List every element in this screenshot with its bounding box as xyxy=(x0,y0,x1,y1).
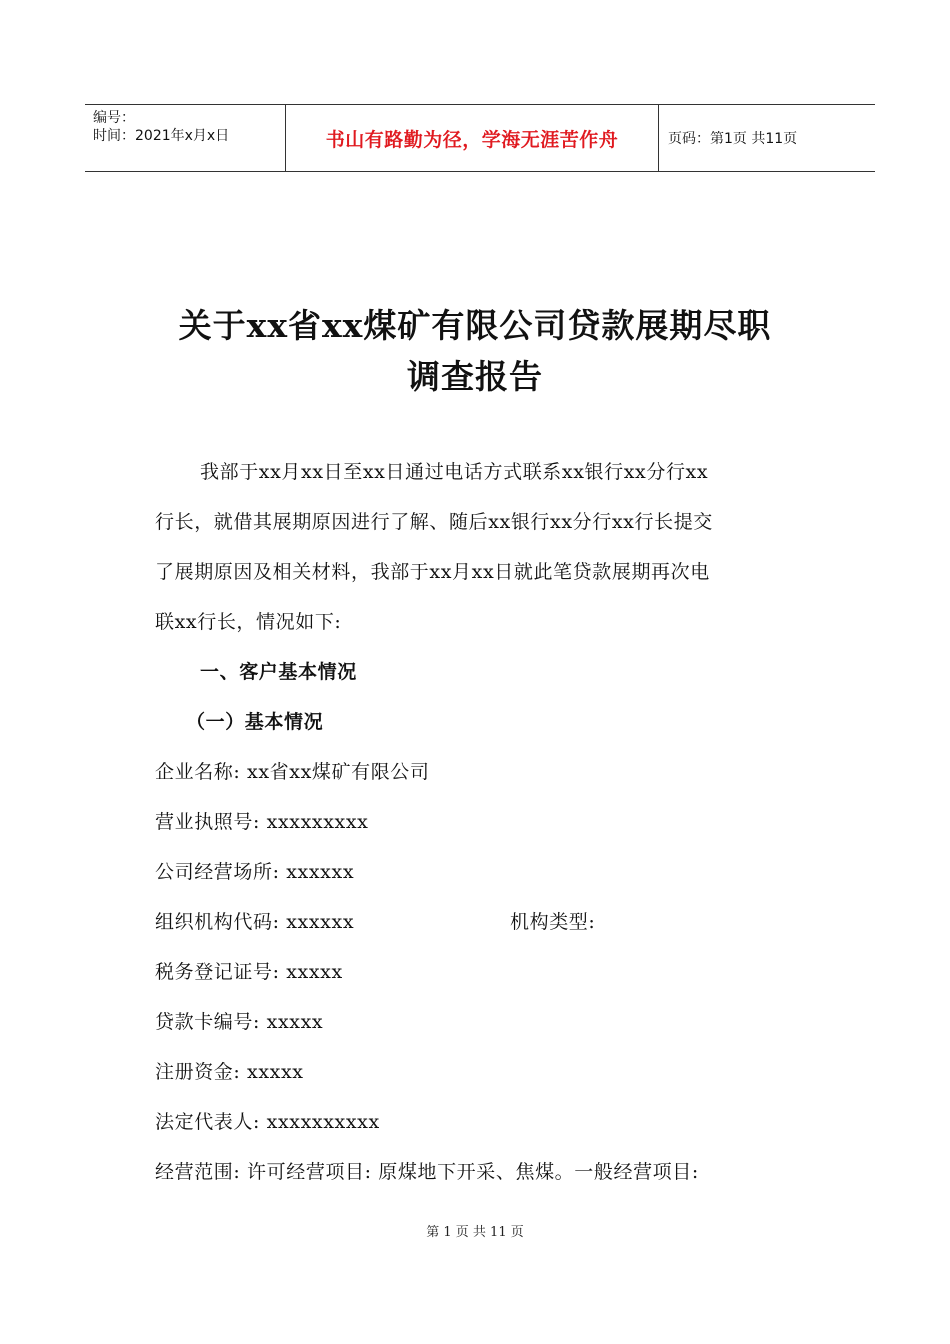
header-meta-cell xyxy=(85,105,286,171)
field-org-type: 机构类型: xyxy=(510,911,596,933)
section-heading: 一、客户基本情况 xyxy=(200,661,357,683)
subsection-heading: （一）基本情况 xyxy=(186,711,324,733)
intro-line-2: 行长，就借其展期原因进行了解、随后xx银行xx分行xx行长提交 xyxy=(155,511,713,533)
field-business-premises: 公司经营场所: xxxxxx xyxy=(155,861,355,883)
intro-line-3: 了展期原因及相关材料，我部于xx月xx日就此笔贷款展期再次电 xyxy=(155,561,710,583)
document-title-line1: 关于xx省xx煤矿有限公司贷款展期尽职 xyxy=(178,306,772,345)
page-footer: 第 1 页 共 11 页 xyxy=(426,1225,524,1240)
header-page-cell xyxy=(659,105,875,171)
field-legal-representative: 法定代表人: xxxxxxxxxx xyxy=(155,1111,380,1133)
time-label: 时间：2021年x月x日 xyxy=(93,128,230,144)
field-loan-card: 贷款卡编号: xxxxx xyxy=(155,1011,324,1033)
intro-line-1: 我部于xx月xx日至xx日通过电话方式联系xx银行xx分行xx xyxy=(200,461,709,483)
field-registered-capital: 注册资金: xxxxx xyxy=(155,1061,304,1083)
page-info: 页码：第1页 共11页 xyxy=(668,131,798,147)
header-motto-cell xyxy=(286,105,659,171)
motto-text: 书山有路勤为径，学海无涯苦作舟 xyxy=(325,128,619,151)
intro-line-4: 联xx行长，情况如下: xyxy=(155,611,342,633)
field-tax-registration: 税务登记证号: xxxxx xyxy=(155,961,343,983)
document-title-line2: 调查报告 xyxy=(407,357,543,396)
field-org-code: 组织机构代码: xxxxxx xyxy=(155,911,355,933)
field-company-name: 企业名称: xx省xx煤矿有限公司 xyxy=(155,761,430,783)
number-label: 编号： xyxy=(93,110,135,126)
field-license-number: 营业执照号: xxxxxxxxx xyxy=(155,811,369,833)
document-header xyxy=(85,104,875,172)
field-business-scope: 经营范围: 许可经营项目: 原煤地下开采、焦煤。一般经营项目: xyxy=(155,1161,699,1183)
